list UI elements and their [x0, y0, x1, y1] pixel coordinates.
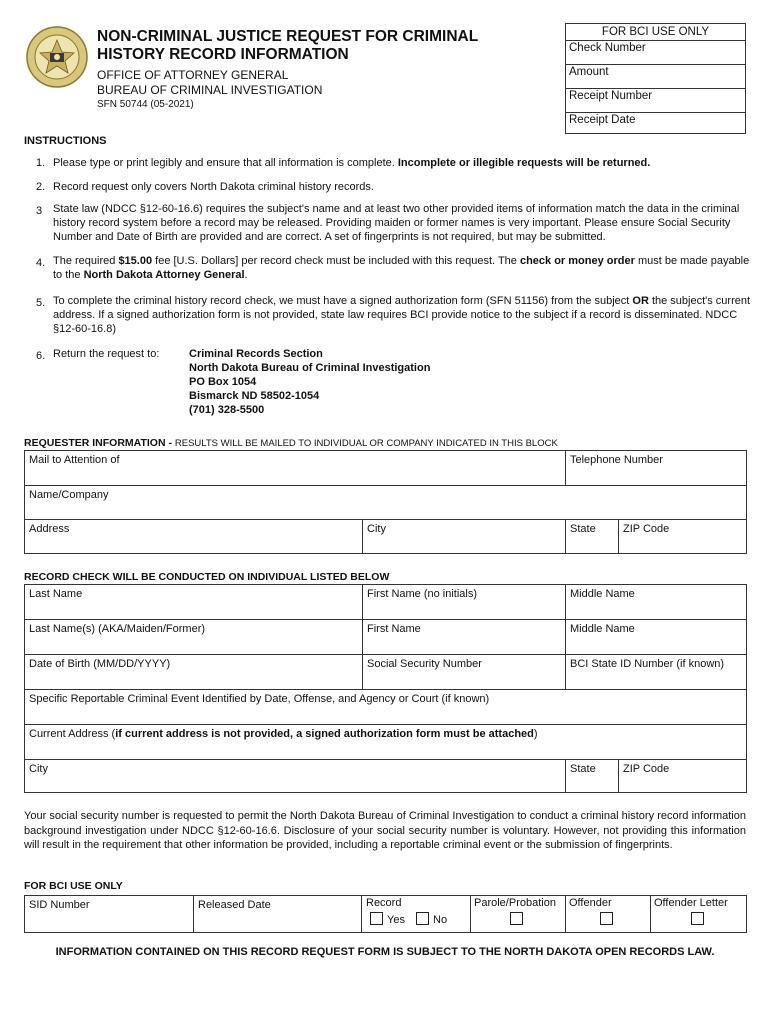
- offender-field: Offender: [566, 896, 651, 933]
- bci-state-id-field[interactable]: BCI State ID Number (if known): [566, 655, 747, 690]
- receipt-date-field[interactable]: Receipt Date: [569, 114, 636, 126]
- telephone-field[interactable]: Telephone Number: [566, 451, 747, 486]
- middle-name-field[interactable]: Middle Name: [566, 585, 747, 620]
- instruction-item: 5. To complete the criminal history record check, we must have a signed authorization form (SFN 51156) from the subject OR the subject's current address. If a signed authorization form is not provided, state law requires BCI provide notice to the subject if a record is disseminated. NDCC §12-60-16.8): [36, 295, 751, 335]
- bci-only-heading: FOR BCI USE ONLY: [24, 880, 123, 892]
- released-date-field[interactable]: Released Date: [194, 896, 362, 933]
- record-field: Record Yes No: [362, 896, 471, 933]
- instruction-item: 6. Return the request to:: [36, 348, 160, 362]
- office-name: OFFICE OF ATTORNEY GENERAL: [97, 68, 289, 82]
- aka-first-name-field[interactable]: First Name: [363, 620, 566, 655]
- offender-checkbox[interactable]: [600, 912, 613, 925]
- aka-middle-name-field[interactable]: Middle Name: [566, 620, 747, 655]
- criminal-event-field[interactable]: Specific Reportable Criminal Event Identified by Date, Offense, and Agency or Court (if known): [25, 690, 747, 725]
- record-check-grid: [24, 584, 747, 793]
- offender-letter-field: Offender Letter: [651, 896, 747, 933]
- office-block: [97, 68, 322, 98]
- instruction-item: 2. Record request only covers North Dakota criminal history records.: [36, 181, 374, 193]
- offender-letter-checkbox[interactable]: [691, 912, 704, 925]
- last-name-field[interactable]: Last Name: [25, 585, 363, 620]
- bci-use-box: [565, 23, 746, 134]
- aka-name-field[interactable]: Last Name(s) (AKA/Maiden/Former): [25, 620, 363, 655]
- record-check-heading: RECORD CHECK WILL BE CONDUCTED ON INDIVIDUAL LISTED BELOW: [24, 571, 390, 583]
- receipt-number-field[interactable]: Receipt Number: [566, 89, 745, 113]
- instruction-item: 4. The required $15.00 fee [U.S. Dollars] per record check must be included with this request. The check or money order must be made payable to the North Dakota Attorney General.: [36, 255, 750, 281]
- form-number: SFN 50744 (05-2021): [97, 99, 194, 110]
- requester-heading: REQUESTER INFORMATION - RESULTS WILL BE MAILED TO INDIVIDUAL OR COMPANY INDICATED IN THIS BLOCK: [24, 437, 558, 449]
- instruction-item: 1. Please type or print legibly and ensure that all information is complete. Incomplete or illegible requests will be returned.: [36, 157, 651, 169]
- return-address: Criminal Records Section North Dakota Bureau of Criminal Investigation PO Box 1054 Bismarck ND 58502-1054 (701) 328-5500: [189, 348, 431, 416]
- state-field[interactable]: State: [566, 520, 619, 554]
- name-company-field[interactable]: Name/Company: [25, 486, 747, 520]
- parole-checkbox[interactable]: [510, 912, 523, 925]
- sid-number-field[interactable]: SID Number: [25, 896, 194, 933]
- form-title: NON-CRIMINAL JUSTICE REQUEST FOR CRIMINAL HISTORY RECORD INFORMATION: [97, 28, 478, 63]
- zip-field[interactable]: ZIP Code: [623, 523, 670, 535]
- seal-logo: [26, 26, 88, 88]
- dob-field[interactable]: Date of Birth (MM/DD/YYYY): [25, 655, 363, 690]
- first-name-field[interactable]: First Name (no initials): [363, 585, 566, 620]
- address-field[interactable]: Address: [25, 520, 363, 554]
- requester-grid: [24, 450, 747, 554]
- bci-box-heading: FOR BCI USE ONLY: [566, 24, 745, 41]
- current-address-field[interactable]: Current Address (if current address is not provided, a signed authorization form must be attached): [25, 725, 747, 760]
- parole-field: Parole/Probation: [471, 896, 566, 933]
- amount-field[interactable]: Amount: [566, 65, 745, 89]
- record-no-checkbox[interactable]: [416, 912, 429, 925]
- subject-state-field[interactable]: State: [566, 760, 619, 793]
- instruction-item: 3 State law (NDCC §12-60-16.6) requires the subject's name and at least two other provided items of information match the data in the criminal history record system before a record may be released. Providing maiden or former names is very important. Please ensure Social Security Number and Date of Birth are provided and are correct. A set of fingerprints is not required, but may be submitted.: [36, 203, 740, 243]
- record-yes-checkbox[interactable]: [370, 912, 383, 925]
- ssn-field[interactable]: Social Security Number: [363, 655, 566, 690]
- open-records-notice: INFORMATION CONTAINED ON THIS RECORD REQUEST FORM IS SUBJECT TO THE NORTH DAKOTA OPEN RECORDS LAW.: [55, 946, 715, 958]
- subject-zip-field[interactable]: ZIP Code: [623, 763, 670, 775]
- city-field[interactable]: City: [363, 520, 566, 554]
- ssn-disclosure-paragraph: Your social security number is requested to permit the North Dakota Bureau of Criminal Investigation to conduct a criminal history record information background investigation under NDCC §12-60-16.6. Disclosure of your social security number is voluntary. However, not providing this information will result in the requirement that other information be provided, including a reportable criminal event or the submission of fingerprints.: [24, 810, 746, 851]
- instructions-heading: INSTRUCTIONS: [24, 135, 107, 147]
- subject-city-field[interactable]: City: [25, 760, 566, 793]
- bci-only-grid: [24, 895, 747, 933]
- mail-to-field[interactable]: Mail to Attention of: [25, 451, 566, 486]
- bureau-name: BUREAU OF CRIMINAL INVESTIGATION: [97, 83, 323, 97]
- check-number-field[interactable]: Check Number: [566, 41, 745, 65]
